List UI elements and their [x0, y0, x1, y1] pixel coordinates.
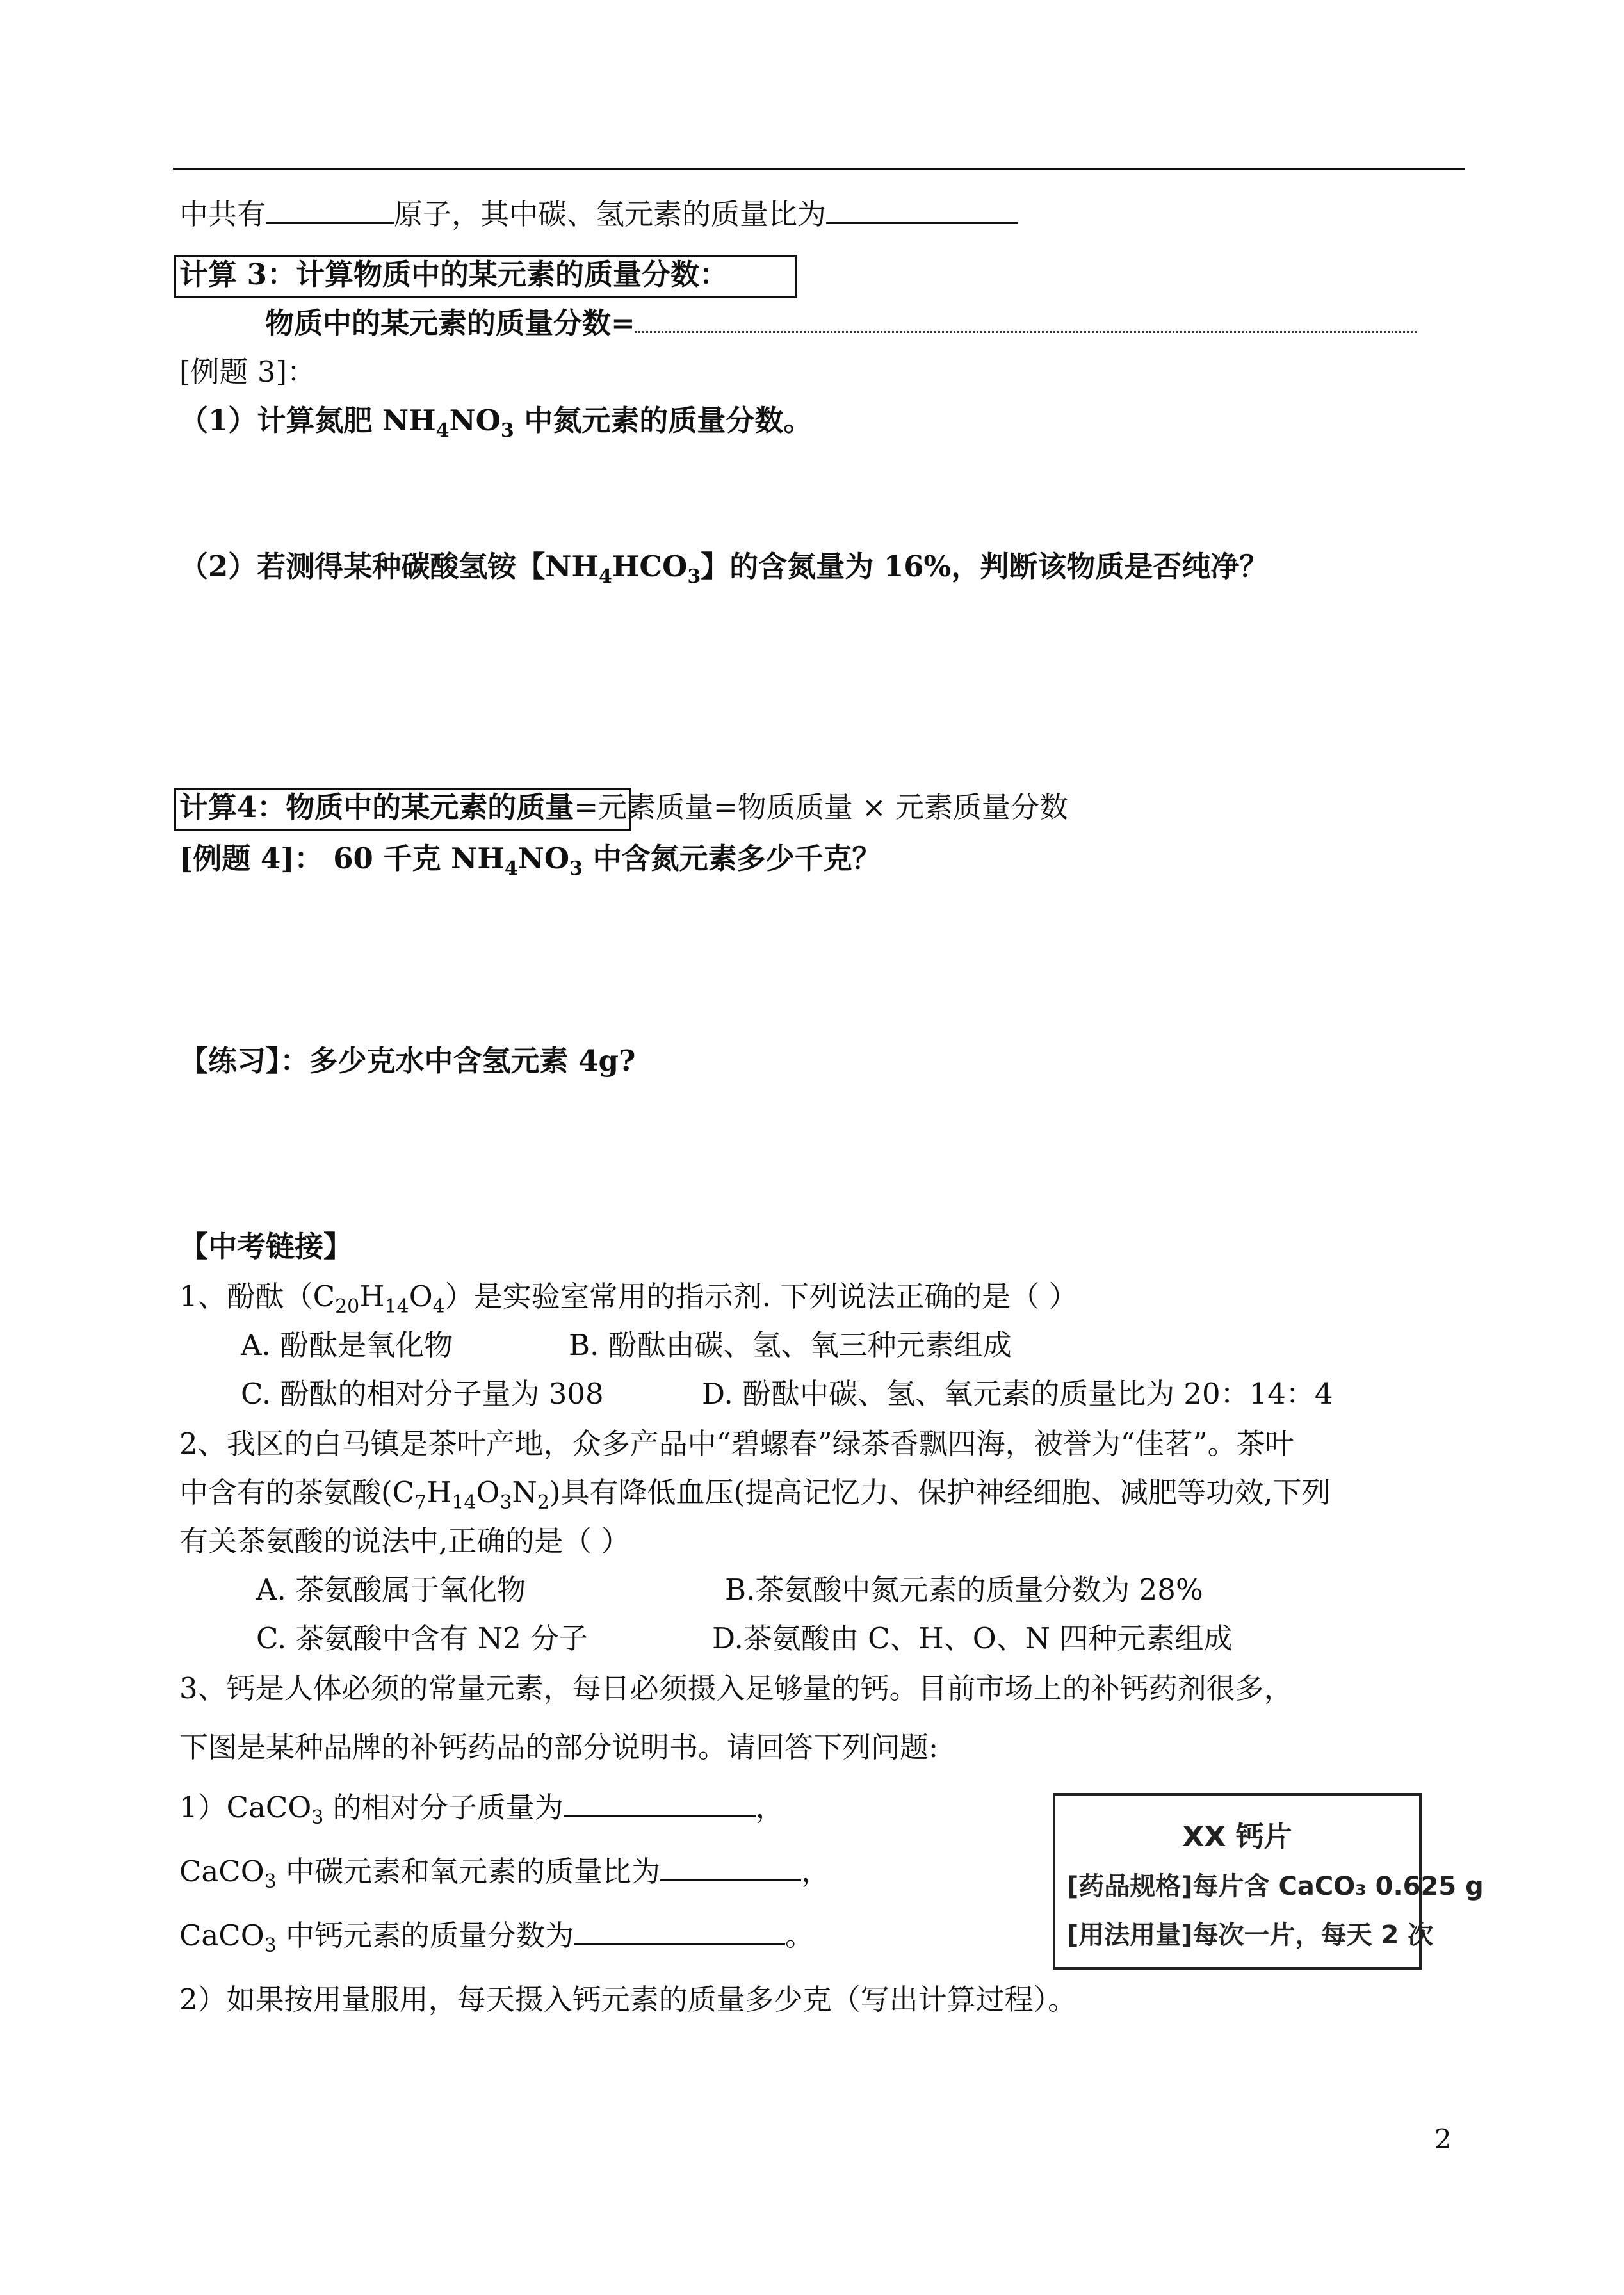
- text: CaCO: [179, 1854, 264, 1888]
- q2-line3: 有关茶氨酸的说法中,正确的是（ ）: [179, 1524, 630, 1558]
- text: 中共有: [179, 197, 266, 231]
- text: H: [426, 1475, 452, 1509]
- header-rule: [173, 168, 1465, 170]
- q3-part1: [179, 1789, 784, 1829]
- text: 物质中的某元素的质量分数=: [265, 306, 635, 340]
- text: ，: [801, 1854, 831, 1888]
- q3-line2: 下图是某种品牌的补钙药品的部分说明书。请回答下列问题:: [179, 1730, 939, 1764]
- q2-option-b: B.茶氨酸中氮元素的质量分数为 28%: [725, 1573, 1203, 1607]
- page-number: 2: [1434, 2123, 1452, 2155]
- subscript: 4: [432, 1295, 445, 1318]
- text: 中氮元素的质量分数。: [514, 403, 813, 437]
- text: 中含氮元素多少千克？: [582, 841, 881, 875]
- q3-line1: 3、钙是人体必须的常量元素，每日必须摄入足够量的钙。目前市场上的补钙药剂很多，: [179, 1671, 1293, 1705]
- calc3-title: 计算 3：计算物质中的某元素的质量分数：: [179, 257, 728, 291]
- text: 的相对分子质量为: [323, 1790, 564, 1824]
- subscript: 3: [499, 1491, 512, 1514]
- subscript: 4: [504, 857, 518, 880]
- text: （2）若测得某种碳酸氢铵【NH: [179, 549, 599, 583]
- q2-option-d: D.茶氨酸由 C、H、O、N 四种元素组成: [712, 1621, 1233, 1655]
- subscript: 3: [500, 419, 514, 442]
- label-title: XX 钙片: [1182, 1821, 1292, 1853]
- calc4-formula: =元素质量=物质质量 × 元素质量分数: [574, 790, 1069, 824]
- formula-blank: [635, 308, 1417, 333]
- subscript: 14: [384, 1295, 409, 1318]
- text: ，: [755, 1790, 784, 1824]
- practice: 【练习】：多少克水中含氢元素 4g?: [179, 1044, 636, 1078]
- q2-line1: 2、我区的白马镇是茶叶产地，众多产品中“碧螺春”绿茶香飘四海，被誉为“佳茗”。茶叶: [179, 1427, 1294, 1461]
- q3-part4: 2）如果按用量服用，每天摄入钙元素的质量多少克（写出计算过程）。: [179, 1983, 1077, 2016]
- line-atoms: [179, 196, 1018, 233]
- blank: [574, 1918, 785, 1945]
- text: ）是实验室常用的指示剂. 下列说法正确的是（ ）: [444, 1279, 1078, 1313]
- text: （1）计算氮肥 NH: [179, 403, 436, 437]
- ex3-q2: [179, 548, 1269, 588]
- text: H: [359, 1279, 385, 1313]
- text: [例题 4]： 60 千克 NH: [179, 841, 505, 875]
- subscript: 3: [264, 1934, 277, 1957]
- ex3-head: [例题 3]：: [179, 355, 316, 389]
- ex4: [179, 840, 881, 880]
- ex3-q1: [179, 402, 813, 442]
- q2-option-c: C. 茶氨酸中含有 N2 分子: [256, 1621, 589, 1655]
- q1-option-b: B. 酚酞由碳、氢、氧三种元素组成: [569, 1328, 1012, 1362]
- q2-line2: [179, 1474, 1331, 1514]
- q2-option-a: A. 茶氨酸属于氧化物: [256, 1573, 526, 1607]
- text: NO: [449, 403, 501, 437]
- subscript: 14: [451, 1491, 476, 1514]
- subscript: 3: [687, 565, 701, 588]
- text: 1）CaCO: [179, 1790, 312, 1824]
- label-spec: [药品规格]每片含 CaCO₃ 0.625 g: [1067, 1872, 1484, 1901]
- subscript: 3: [311, 1806, 324, 1829]
- q1-option-a: A. 酚酞是氧化物: [241, 1328, 453, 1362]
- q1-option-c: C. 酚酞的相对分子量为 308: [241, 1377, 604, 1411]
- label-usage: [用法用量]每次一片，每天 2 次: [1067, 1920, 1434, 1950]
- q3-part2: [179, 1853, 831, 1893]
- blank: [826, 197, 1018, 224]
- text: NO: [517, 841, 570, 875]
- text: O: [476, 1475, 500, 1509]
- subscript: 4: [435, 419, 450, 442]
- text: 】的含氮量为 16%，判断该物质是否纯净？: [701, 549, 1269, 583]
- q1-stem: [179, 1278, 1078, 1318]
- subscript: 3: [264, 1870, 277, 1893]
- subscript: 7: [414, 1491, 427, 1514]
- subscript: 2: [537, 1491, 549, 1514]
- subscript: 4: [598, 565, 612, 588]
- q3-part3: [179, 1917, 815, 1957]
- text: 。: [785, 1918, 815, 1952]
- text: N: [512, 1475, 537, 1509]
- text: 原子，其中碳、氢元素的质量比为: [394, 197, 827, 231]
- blank: [660, 1854, 801, 1881]
- text: )具有降低血压(提高记忆力、保护神经细胞、减肥等功效,下列: [549, 1475, 1331, 1509]
- q1-option-d: D. 酚酞中碳、氢、氧元素的质量比为 20：14：4: [702, 1377, 1333, 1411]
- text: CaCO: [179, 1918, 264, 1952]
- blank: [564, 1790, 756, 1817]
- text: 1、酚酞（C: [179, 1279, 336, 1313]
- text: 中钙元素的质量分数为: [276, 1918, 574, 1952]
- text: HCO: [612, 549, 688, 583]
- calc4-title: 计算4：物质中的某元素的质量: [179, 790, 574, 824]
- subscript: 3: [569, 857, 583, 880]
- exam-title: 【中考链接】: [179, 1229, 353, 1263]
- text: 中碳元素和氧元素的质量比为: [276, 1854, 660, 1888]
- subscript: 20: [335, 1295, 360, 1318]
- medicine-label: [1053, 1793, 1484, 1970]
- text: 中含有的茶氨酸(C: [179, 1475, 414, 1509]
- text: O: [409, 1279, 433, 1313]
- calc3-formula: [265, 305, 1417, 342]
- blank: [266, 197, 394, 224]
- calc4-line: [179, 789, 1068, 826]
